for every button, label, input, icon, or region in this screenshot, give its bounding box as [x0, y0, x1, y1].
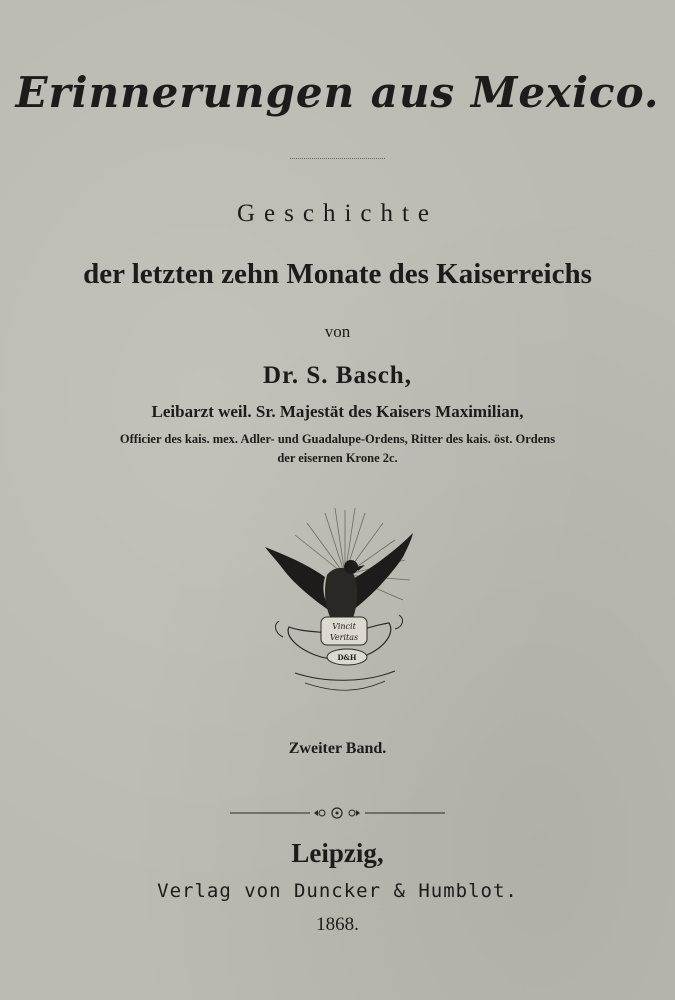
book-title: Erinnerungen aus Mexico. [15, 68, 660, 117]
emblem-banner-text-2: Veritas [329, 633, 359, 642]
subtitle-line-1: Geschichte [236, 200, 439, 227]
emblem-monogram: D&H [337, 653, 357, 662]
author-honors-line-2: der eisernen Krone 2c. [277, 451, 398, 465]
volume-label: Zweiter Band. [288, 740, 387, 757]
publication-year: 1868. [316, 914, 359, 935]
publication-city: Leipzig, [291, 838, 384, 868]
emblem-banner-text-1: Vincit [332, 622, 356, 631]
author-honors-line-1: Officier des kais. mex. Adler- und Guadalupe-Ordens, Ritter des kais. öst. Ordens [119, 432, 556, 446]
publisher-name: Verlag von Duncker & Humblot. [157, 880, 518, 902]
subtitle-line-2: der letzten zehn Monate des Kaiserreichs [83, 258, 592, 290]
author-name: Dr. S. Basch, [263, 362, 412, 389]
eagle-emblem-icon [255, 505, 425, 700]
title-divider [290, 158, 385, 159]
ornament-divider [230, 804, 445, 822]
by-line: von [324, 322, 351, 341]
author-role: Leibarzt weil. Sr. Majestät des Kaisers Maximilian, [151, 402, 524, 421]
